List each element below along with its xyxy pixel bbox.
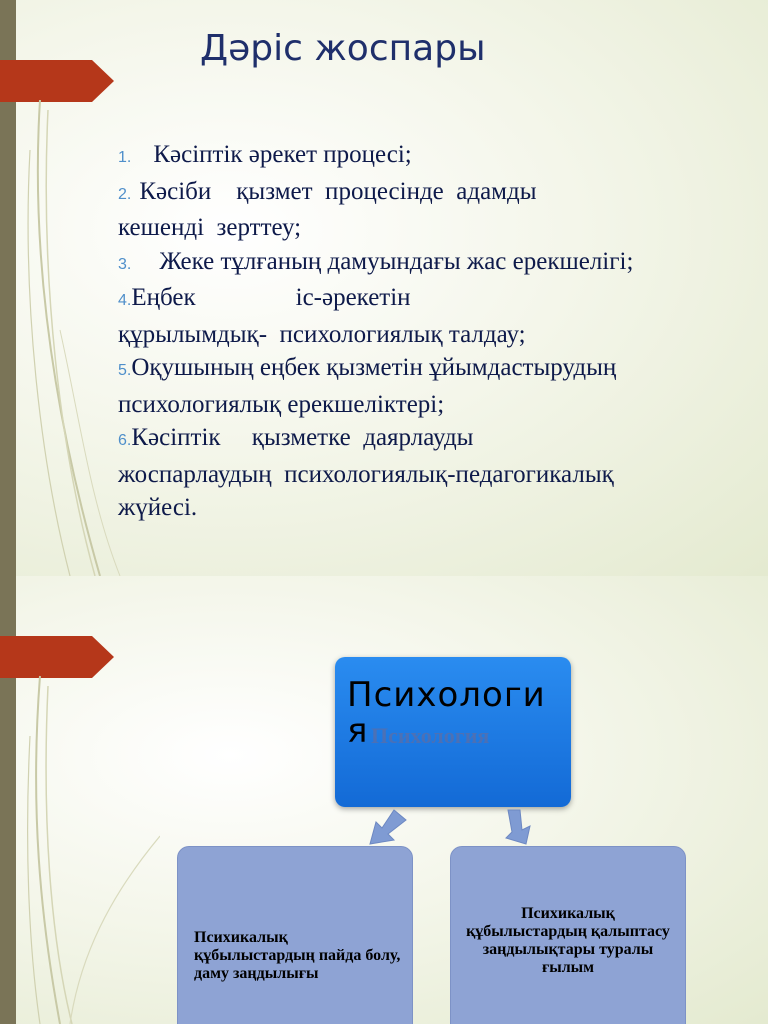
- phenomena-laws-box: [450, 846, 686, 1024]
- item-text: жүйесі.: [118, 494, 198, 521]
- item-number: 6.: [118, 432, 132, 449]
- item-number: 3.: [118, 255, 132, 273]
- list-item: [118, 245, 730, 282]
- list-item: [118, 351, 730, 421]
- item-text: Кәсіптік қызметке даярлауды: [131, 424, 474, 451]
- list-item: [118, 175, 730, 245]
- decorative-stems: [0, 576, 160, 1024]
- item-text: жоспарлаудың психологиялық-педагогикалық: [118, 460, 614, 488]
- plan-list: [118, 138, 730, 525]
- psychology-box: [335, 657, 571, 807]
- item-number: 5.: [118, 362, 132, 379]
- page-title: Дәріс жоспары: [200, 28, 486, 69]
- item-text: психологиялық ерекшеліктері;: [118, 390, 445, 418]
- psychology-label: Психология: [347, 675, 546, 751]
- item-text: Оқушының еңбек қызметін ұйымдастырудың: [131, 354, 617, 381]
- phenomena-origin-text: Психикалық құбылыстардың пайда болу, даму заңдылығы: [194, 929, 401, 982]
- psychology-shadow-label: Психология: [371, 723, 490, 748]
- item-number: 1.: [118, 149, 132, 166]
- item-text: Еңбек іс-әрекетін: [131, 284, 411, 311]
- item-text: кешенді зерттеу;: [118, 214, 302, 241]
- arrow-down-left-icon: [366, 808, 410, 848]
- list-item: [118, 281, 730, 351]
- phenomena-origin-box: [177, 846, 413, 1024]
- item-number: 2.: [118, 185, 132, 203]
- item-text: Кәсіби қызмет процесінде адамды: [139, 177, 537, 205]
- item-text: құрылымдық- психологиялық талдау;: [118, 320, 526, 348]
- arrow-down-right-icon: [500, 808, 544, 848]
- list-item: [118, 138, 730, 175]
- list-item: [118, 421, 730, 525]
- item-number: 4.: [118, 292, 132, 309]
- item-text: Кәсіптік әрекет процесі;: [153, 141, 412, 168]
- phenomena-laws-text: Психикалық құбылыстардың қалыптасу заңдылықтары туралы ғылым: [466, 905, 670, 976]
- item-text: Жеке тұлғаның дамуындағы жас ерекшелігі;: [159, 247, 634, 275]
- slide-psychology-diagram: [0, 576, 768, 1024]
